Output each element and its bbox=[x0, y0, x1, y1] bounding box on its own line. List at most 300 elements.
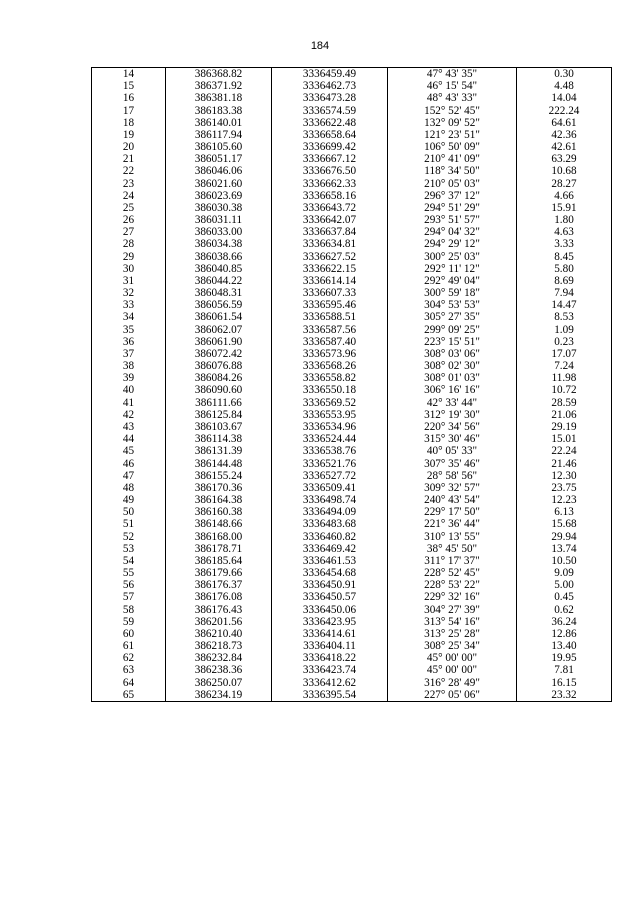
point-number-cell: 47 bbox=[92, 470, 166, 482]
x-coordinate-cell: 386371.92 bbox=[166, 80, 272, 92]
bearing-cell: 45° 00' 00" bbox=[388, 652, 517, 664]
point-number-cell: 45 bbox=[92, 445, 166, 457]
bearing-cell: 313° 25' 28" bbox=[388, 628, 517, 640]
distance-cell: 23.75 bbox=[517, 482, 612, 494]
y-coordinate-cell: 3336588.51 bbox=[272, 311, 388, 323]
x-coordinate-cell: 386168.00 bbox=[166, 531, 272, 543]
distance-cell: 29.19 bbox=[517, 421, 612, 433]
distance-cell: 12.86 bbox=[517, 628, 612, 640]
y-coordinate-cell: 3336494.09 bbox=[272, 506, 388, 518]
distance-cell: 0.45 bbox=[517, 591, 612, 603]
point-number-cell: 35 bbox=[92, 324, 166, 336]
table-row bbox=[92, 518, 612, 530]
point-number-cell: 29 bbox=[92, 251, 166, 263]
distance-cell: 8.45 bbox=[517, 251, 612, 263]
distance-cell: 11.98 bbox=[517, 372, 612, 384]
point-number-cell: 64 bbox=[92, 677, 166, 689]
distance-cell: 21.46 bbox=[517, 458, 612, 470]
x-coordinate-cell: 386114.38 bbox=[166, 433, 272, 445]
distance-cell: 17.07 bbox=[517, 348, 612, 360]
table-row bbox=[92, 360, 612, 372]
y-coordinate-cell: 3336450.06 bbox=[272, 604, 388, 616]
point-number-cell: 20 bbox=[92, 141, 166, 153]
bearing-cell: 118° 34' 50" bbox=[388, 165, 517, 177]
y-coordinate-cell: 3336469.42 bbox=[272, 543, 388, 555]
y-coordinate-cell: 3336574.59 bbox=[272, 105, 388, 117]
point-number-cell: 44 bbox=[92, 433, 166, 445]
y-coordinate-cell: 3336676.50 bbox=[272, 165, 388, 177]
x-coordinate-cell: 386179.66 bbox=[166, 567, 272, 579]
point-number-cell: 46 bbox=[92, 458, 166, 470]
point-number-cell: 16 bbox=[92, 92, 166, 104]
bearing-cell: 316° 28' 49" bbox=[388, 677, 517, 689]
x-coordinate-cell: 386038.66 bbox=[166, 251, 272, 263]
distance-cell: 28.27 bbox=[517, 178, 612, 190]
point-number-cell: 59 bbox=[92, 616, 166, 628]
bearing-cell: 294° 04' 32" bbox=[388, 226, 517, 238]
y-coordinate-cell: 3336637.84 bbox=[272, 226, 388, 238]
y-coordinate-cell: 3336643.72 bbox=[272, 202, 388, 214]
y-coordinate-cell: 3336569.52 bbox=[272, 397, 388, 409]
bearing-cell: 304° 27' 39" bbox=[388, 604, 517, 616]
bearing-cell: 152° 52' 45" bbox=[388, 105, 517, 117]
x-coordinate-cell: 386056.59 bbox=[166, 299, 272, 311]
distance-cell: 10.72 bbox=[517, 384, 612, 396]
bearing-cell: 304° 53' 53" bbox=[388, 299, 517, 311]
bearing-cell: 300° 25' 03" bbox=[388, 251, 517, 263]
bearing-cell: 296° 37' 12" bbox=[388, 190, 517, 202]
table-row bbox=[92, 433, 612, 445]
y-coordinate-cell: 3336634.81 bbox=[272, 238, 388, 250]
point-number-cell: 55 bbox=[92, 567, 166, 579]
table-row bbox=[92, 190, 612, 202]
distance-cell: 15.91 bbox=[517, 202, 612, 214]
table-row bbox=[92, 202, 612, 214]
distance-cell: 222.24 bbox=[517, 105, 612, 117]
bearing-cell: 106° 50' 09" bbox=[388, 141, 517, 153]
table-row bbox=[92, 153, 612, 165]
bearing-cell: 309° 32' 57" bbox=[388, 482, 517, 494]
point-number-cell: 51 bbox=[92, 518, 166, 530]
x-coordinate-cell: 386111.66 bbox=[166, 397, 272, 409]
x-coordinate-cell: 386218.73 bbox=[166, 640, 272, 652]
table-row bbox=[92, 348, 612, 360]
bearing-cell: 38° 45' 50" bbox=[388, 543, 517, 555]
bearing-cell: 311° 17' 37" bbox=[388, 555, 517, 567]
point-number-cell: 52 bbox=[92, 531, 166, 543]
distance-cell: 1.80 bbox=[517, 214, 612, 226]
point-number-cell: 40 bbox=[92, 384, 166, 396]
x-coordinate-cell: 386040.85 bbox=[166, 263, 272, 275]
table-row bbox=[92, 470, 612, 482]
x-coordinate-cell: 386084.26 bbox=[166, 372, 272, 384]
bearing-cell: 28° 58' 56" bbox=[388, 470, 517, 482]
distance-cell: 0.23 bbox=[517, 336, 612, 348]
table-row bbox=[92, 178, 612, 190]
point-number-cell: 22 bbox=[92, 165, 166, 177]
bearing-cell: 229° 32' 16" bbox=[388, 591, 517, 603]
table-row bbox=[92, 652, 612, 664]
bearing-cell: 40° 05' 33" bbox=[388, 445, 517, 457]
point-number-cell: 58 bbox=[92, 604, 166, 616]
x-coordinate-cell: 386164.38 bbox=[166, 494, 272, 506]
point-number-cell: 34 bbox=[92, 311, 166, 323]
x-coordinate-cell: 386381.18 bbox=[166, 92, 272, 104]
bearing-cell: 312° 19' 30" bbox=[388, 409, 517, 421]
distance-cell: 0.62 bbox=[517, 604, 612, 616]
bearing-cell: 228° 52' 45" bbox=[388, 567, 517, 579]
distance-cell: 7.24 bbox=[517, 360, 612, 372]
y-coordinate-cell: 3336622.15 bbox=[272, 263, 388, 275]
table-row bbox=[92, 531, 612, 543]
bearing-cell: 220° 34' 56" bbox=[388, 421, 517, 433]
y-coordinate-cell: 3336553.95 bbox=[272, 409, 388, 421]
x-coordinate-cell: 386021.60 bbox=[166, 178, 272, 190]
distance-cell: 13.74 bbox=[517, 543, 612, 555]
y-coordinate-cell: 3336483.68 bbox=[272, 518, 388, 530]
y-coordinate-cell: 3336460.82 bbox=[272, 531, 388, 543]
y-coordinate-cell: 3336658.16 bbox=[272, 190, 388, 202]
distance-cell: 10.50 bbox=[517, 555, 612, 567]
y-coordinate-cell: 3336627.52 bbox=[272, 251, 388, 263]
y-coordinate-cell: 3336454.68 bbox=[272, 567, 388, 579]
x-coordinate-cell: 386201.56 bbox=[166, 616, 272, 628]
bearing-cell: 308° 01' 03" bbox=[388, 372, 517, 384]
bearing-cell: 132° 09' 52" bbox=[388, 117, 517, 129]
x-coordinate-cell: 386051.17 bbox=[166, 153, 272, 165]
point-number-cell: 15 bbox=[92, 80, 166, 92]
coordinates-table-body bbox=[92, 68, 612, 702]
table-row bbox=[92, 80, 612, 92]
distance-cell: 8.69 bbox=[517, 275, 612, 287]
point-number-cell: 24 bbox=[92, 190, 166, 202]
distance-cell: 29.94 bbox=[517, 531, 612, 543]
distance-cell: 1.09 bbox=[517, 324, 612, 336]
x-coordinate-cell: 386072.42 bbox=[166, 348, 272, 360]
point-number-cell: 43 bbox=[92, 421, 166, 433]
bearing-cell: 315° 30' 46" bbox=[388, 433, 517, 445]
point-number-cell: 25 bbox=[92, 202, 166, 214]
bearing-cell: 294° 51' 29" bbox=[388, 202, 517, 214]
table-row bbox=[92, 92, 612, 104]
point-number-cell: 14 bbox=[92, 68, 166, 81]
table-row bbox=[92, 384, 612, 396]
y-coordinate-cell: 3336642.07 bbox=[272, 214, 388, 226]
table-row bbox=[92, 421, 612, 433]
table-row bbox=[92, 336, 612, 348]
y-coordinate-cell: 3336509.41 bbox=[272, 482, 388, 494]
x-coordinate-cell: 386031.11 bbox=[166, 214, 272, 226]
y-coordinate-cell: 3336404.11 bbox=[272, 640, 388, 652]
x-coordinate-cell: 386170.36 bbox=[166, 482, 272, 494]
distance-cell: 12.30 bbox=[517, 470, 612, 482]
point-number-cell: 62 bbox=[92, 652, 166, 664]
x-coordinate-cell: 386131.39 bbox=[166, 445, 272, 457]
y-coordinate-cell: 3336558.82 bbox=[272, 372, 388, 384]
x-coordinate-cell: 386232.84 bbox=[166, 652, 272, 664]
point-number-cell: 33 bbox=[92, 299, 166, 311]
distance-cell: 6.13 bbox=[517, 506, 612, 518]
distance-cell: 3.33 bbox=[517, 238, 612, 250]
table-row bbox=[92, 324, 612, 336]
distance-cell: 12.23 bbox=[517, 494, 612, 506]
y-coordinate-cell: 3336534.96 bbox=[272, 421, 388, 433]
point-number-cell: 50 bbox=[92, 506, 166, 518]
point-number-cell: 60 bbox=[92, 628, 166, 640]
y-coordinate-cell: 3336423.95 bbox=[272, 616, 388, 628]
x-coordinate-cell: 386234.19 bbox=[166, 689, 272, 702]
x-coordinate-cell: 386034.38 bbox=[166, 238, 272, 250]
page-number: 184 bbox=[310, 40, 330, 52]
bearing-cell: 292° 49' 04" bbox=[388, 275, 517, 287]
y-coordinate-cell: 3336614.14 bbox=[272, 275, 388, 287]
y-coordinate-cell: 3336498.74 bbox=[272, 494, 388, 506]
bearing-cell: 229° 17' 50" bbox=[388, 506, 517, 518]
point-number-cell: 32 bbox=[92, 287, 166, 299]
table-row bbox=[92, 445, 612, 457]
point-number-cell: 21 bbox=[92, 153, 166, 165]
point-number-cell: 27 bbox=[92, 226, 166, 238]
point-number-cell: 63 bbox=[92, 664, 166, 676]
x-coordinate-cell: 386076.88 bbox=[166, 360, 272, 372]
distance-cell: 64.61 bbox=[517, 117, 612, 129]
distance-cell: 7.94 bbox=[517, 287, 612, 299]
x-coordinate-cell: 386140.01 bbox=[166, 117, 272, 129]
x-coordinate-cell: 386046.06 bbox=[166, 165, 272, 177]
y-coordinate-cell: 3336527.72 bbox=[272, 470, 388, 482]
bearing-cell: 47° 43' 35" bbox=[388, 68, 517, 81]
x-coordinate-cell: 386125.84 bbox=[166, 409, 272, 421]
x-coordinate-cell: 386250.07 bbox=[166, 677, 272, 689]
y-coordinate-cell: 3336667.12 bbox=[272, 153, 388, 165]
x-coordinate-cell: 386160.38 bbox=[166, 506, 272, 518]
distance-cell: 8.53 bbox=[517, 311, 612, 323]
table-row bbox=[92, 287, 612, 299]
point-number-cell: 17 bbox=[92, 105, 166, 117]
x-coordinate-cell: 386368.82 bbox=[166, 68, 272, 81]
point-number-cell: 19 bbox=[92, 129, 166, 141]
table-row bbox=[92, 129, 612, 141]
table-row bbox=[92, 299, 612, 311]
distance-cell: 4.66 bbox=[517, 190, 612, 202]
table-row bbox=[92, 664, 612, 676]
bearing-cell: 227° 05' 06" bbox=[388, 689, 517, 702]
table-row bbox=[92, 117, 612, 129]
table-row bbox=[92, 409, 612, 421]
bearing-cell: 294° 29' 12" bbox=[388, 238, 517, 250]
point-number-cell: 18 bbox=[92, 117, 166, 129]
x-coordinate-cell: 386044.22 bbox=[166, 275, 272, 287]
distance-cell: 15.01 bbox=[517, 433, 612, 445]
bearing-cell: 313° 54' 16" bbox=[388, 616, 517, 628]
x-coordinate-cell: 386061.54 bbox=[166, 311, 272, 323]
distance-cell: 21.06 bbox=[517, 409, 612, 421]
point-number-cell: 38 bbox=[92, 360, 166, 372]
table-row bbox=[92, 311, 612, 323]
distance-cell: 23.32 bbox=[517, 689, 612, 702]
table-row bbox=[92, 555, 612, 567]
table-row bbox=[92, 238, 612, 250]
x-coordinate-cell: 386238.36 bbox=[166, 664, 272, 676]
coordinates-table bbox=[91, 67, 612, 702]
y-coordinate-cell: 3336412.62 bbox=[272, 677, 388, 689]
table-row bbox=[92, 506, 612, 518]
distance-cell: 13.40 bbox=[517, 640, 612, 652]
table-row bbox=[92, 567, 612, 579]
table-row bbox=[92, 165, 612, 177]
table-row bbox=[92, 214, 612, 226]
table-row bbox=[92, 604, 612, 616]
x-coordinate-cell: 386117.94 bbox=[166, 129, 272, 141]
y-coordinate-cell: 3336450.91 bbox=[272, 579, 388, 591]
point-number-cell: 26 bbox=[92, 214, 166, 226]
distance-cell: 16.15 bbox=[517, 677, 612, 689]
distance-cell: 36.24 bbox=[517, 616, 612, 628]
distance-cell: 28.59 bbox=[517, 397, 612, 409]
x-coordinate-cell: 386176.37 bbox=[166, 579, 272, 591]
x-coordinate-cell: 386144.48 bbox=[166, 458, 272, 470]
y-coordinate-cell: 3336662.33 bbox=[272, 178, 388, 190]
table-row bbox=[92, 263, 612, 275]
bearing-cell: 223° 15' 51" bbox=[388, 336, 517, 348]
y-coordinate-cell: 3336607.33 bbox=[272, 287, 388, 299]
table-row bbox=[92, 482, 612, 494]
point-number-cell: 36 bbox=[92, 336, 166, 348]
table-row bbox=[92, 141, 612, 153]
distance-cell: 22.24 bbox=[517, 445, 612, 457]
bearing-cell: 308° 02' 30" bbox=[388, 360, 517, 372]
bearing-cell: 210° 41' 09" bbox=[388, 153, 517, 165]
distance-cell: 4.63 bbox=[517, 226, 612, 238]
table-row bbox=[92, 579, 612, 591]
bearing-cell: 307° 35' 46" bbox=[388, 458, 517, 470]
bearing-cell: 45° 00' 00" bbox=[388, 664, 517, 676]
bearing-cell: 121° 23' 51" bbox=[388, 129, 517, 141]
table-row bbox=[92, 494, 612, 506]
y-coordinate-cell: 3336622.48 bbox=[272, 117, 388, 129]
bearing-cell: 240° 43' 54" bbox=[388, 494, 517, 506]
point-number-cell: 30 bbox=[92, 263, 166, 275]
y-coordinate-cell: 3336550.18 bbox=[272, 384, 388, 396]
bearing-cell: 308° 25' 34" bbox=[388, 640, 517, 652]
distance-cell: 0.30 bbox=[517, 68, 612, 81]
x-coordinate-cell: 386033.00 bbox=[166, 226, 272, 238]
y-coordinate-cell: 3336538.76 bbox=[272, 445, 388, 457]
point-number-cell: 65 bbox=[92, 689, 166, 702]
table-row bbox=[92, 543, 612, 555]
point-number-cell: 54 bbox=[92, 555, 166, 567]
point-number-cell: 42 bbox=[92, 409, 166, 421]
y-coordinate-cell: 3336473.28 bbox=[272, 92, 388, 104]
bearing-cell: 293° 51' 57" bbox=[388, 214, 517, 226]
distance-cell: 5.80 bbox=[517, 263, 612, 275]
bearing-cell: 306° 16' 16" bbox=[388, 384, 517, 396]
point-number-cell: 53 bbox=[92, 543, 166, 555]
bearing-cell: 42° 33' 44" bbox=[388, 397, 517, 409]
point-number-cell: 31 bbox=[92, 275, 166, 287]
point-number-cell: 39 bbox=[92, 372, 166, 384]
x-coordinate-cell: 386210.40 bbox=[166, 628, 272, 640]
y-coordinate-cell: 3336524.44 bbox=[272, 433, 388, 445]
point-number-cell: 28 bbox=[92, 238, 166, 250]
point-number-cell: 61 bbox=[92, 640, 166, 652]
table-row bbox=[92, 628, 612, 640]
y-coordinate-cell: 3336414.61 bbox=[272, 628, 388, 640]
bearing-cell: 228° 53' 22" bbox=[388, 579, 517, 591]
point-number-cell: 48 bbox=[92, 482, 166, 494]
x-coordinate-cell: 386103.67 bbox=[166, 421, 272, 433]
y-coordinate-cell: 3336699.42 bbox=[272, 141, 388, 153]
distance-cell: 9.09 bbox=[517, 567, 612, 579]
y-coordinate-cell: 3336587.40 bbox=[272, 336, 388, 348]
y-coordinate-cell: 3336573.96 bbox=[272, 348, 388, 360]
point-number-cell: 56 bbox=[92, 579, 166, 591]
distance-cell: 42.36 bbox=[517, 129, 612, 141]
distance-cell: 5.00 bbox=[517, 579, 612, 591]
distance-cell: 42.61 bbox=[517, 141, 612, 153]
table-row bbox=[92, 68, 612, 81]
y-coordinate-cell: 3336423.74 bbox=[272, 664, 388, 676]
x-coordinate-cell: 386148.66 bbox=[166, 518, 272, 530]
point-number-cell: 37 bbox=[92, 348, 166, 360]
bearing-cell: 221° 36' 44" bbox=[388, 518, 517, 530]
x-coordinate-cell: 386183.38 bbox=[166, 105, 272, 117]
table-row bbox=[92, 591, 612, 603]
point-number-cell: 41 bbox=[92, 397, 166, 409]
table-row bbox=[92, 251, 612, 263]
x-coordinate-cell: 386176.08 bbox=[166, 591, 272, 603]
table-row bbox=[92, 640, 612, 652]
y-coordinate-cell: 3336568.26 bbox=[272, 360, 388, 372]
x-coordinate-cell: 386030.38 bbox=[166, 202, 272, 214]
y-coordinate-cell: 3336418.22 bbox=[272, 652, 388, 664]
table-row bbox=[92, 226, 612, 238]
point-number-cell: 23 bbox=[92, 178, 166, 190]
distance-cell: 14.47 bbox=[517, 299, 612, 311]
distance-cell: 14.04 bbox=[517, 92, 612, 104]
y-coordinate-cell: 3336395.54 bbox=[272, 689, 388, 702]
bearing-cell: 46° 15' 54" bbox=[388, 80, 517, 92]
bearing-cell: 48° 43' 33" bbox=[388, 92, 517, 104]
table-row bbox=[92, 689, 612, 702]
distance-cell: 15.68 bbox=[517, 518, 612, 530]
y-coordinate-cell: 3336521.76 bbox=[272, 458, 388, 470]
table-row bbox=[92, 105, 612, 117]
bearing-cell: 300° 59' 18" bbox=[388, 287, 517, 299]
table-row bbox=[92, 275, 612, 287]
x-coordinate-cell: 386048.31 bbox=[166, 287, 272, 299]
bearing-cell: 305° 27' 35" bbox=[388, 311, 517, 323]
x-coordinate-cell: 386023.69 bbox=[166, 190, 272, 202]
distance-cell: 4.48 bbox=[517, 80, 612, 92]
x-coordinate-cell: 386061.90 bbox=[166, 336, 272, 348]
y-coordinate-cell: 3336595.46 bbox=[272, 299, 388, 311]
table-row bbox=[92, 677, 612, 689]
y-coordinate-cell: 3336462.73 bbox=[272, 80, 388, 92]
table-row bbox=[92, 397, 612, 409]
y-coordinate-cell: 3336658.64 bbox=[272, 129, 388, 141]
point-number-cell: 57 bbox=[92, 591, 166, 603]
point-number-cell: 49 bbox=[92, 494, 166, 506]
y-coordinate-cell: 3336587.56 bbox=[272, 324, 388, 336]
x-coordinate-cell: 386155.24 bbox=[166, 470, 272, 482]
x-coordinate-cell: 386062.07 bbox=[166, 324, 272, 336]
table-row bbox=[92, 372, 612, 384]
bearing-cell: 310° 13' 55" bbox=[388, 531, 517, 543]
distance-cell: 7.81 bbox=[517, 664, 612, 676]
y-coordinate-cell: 3336450.57 bbox=[272, 591, 388, 603]
x-coordinate-cell: 386176.43 bbox=[166, 604, 272, 616]
